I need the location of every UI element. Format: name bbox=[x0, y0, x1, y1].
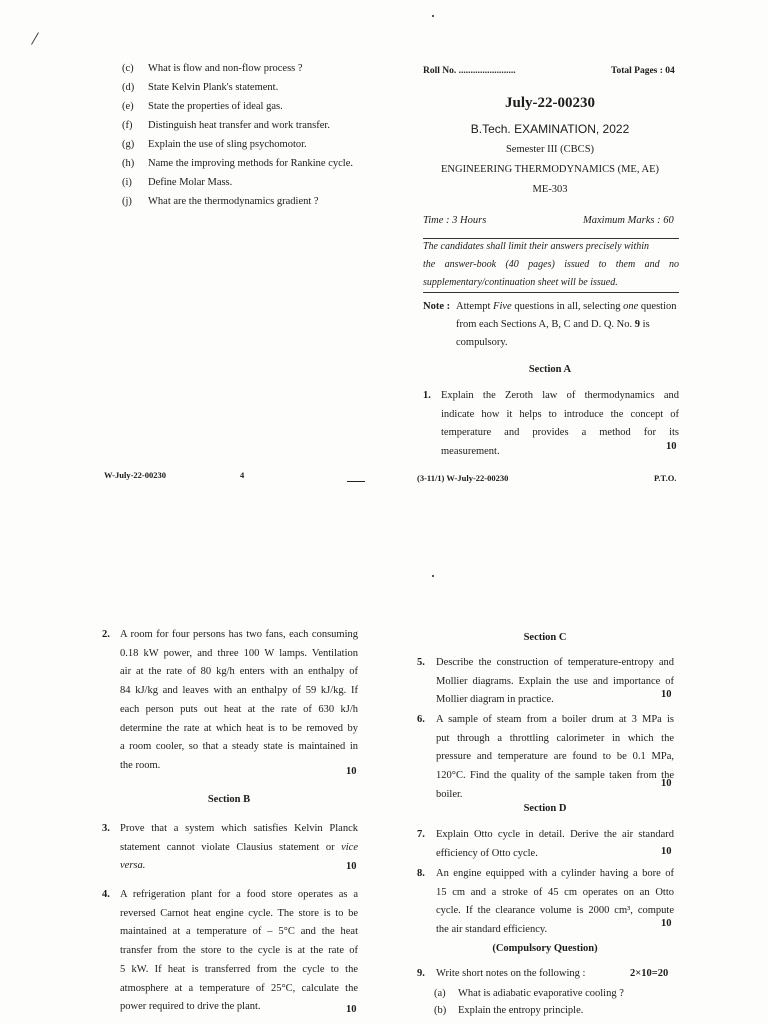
short-question-label: (j) bbox=[122, 196, 132, 207]
question-text-line: the air standard efficiency. bbox=[436, 924, 548, 936]
short-question-text: Distinguish heat transfer and work transfer. bbox=[148, 120, 330, 131]
question-2-text bbox=[120, 626, 358, 776]
question-3-text bbox=[120, 820, 358, 876]
question-1-marks: 10 bbox=[666, 441, 677, 452]
short-question-label: (f) bbox=[122, 120, 133, 131]
question-6-text bbox=[436, 711, 674, 805]
question-text-line: reversed Carnot heat engine cycle. The store is to be bbox=[120, 907, 358, 919]
question-text-line: Prove that a system which satisfies Kelvin Planck bbox=[120, 823, 358, 834]
exam-title: B.Tech. EXAMINATION, 2022 bbox=[470, 122, 630, 136]
total-pages: Total Pages : 04 bbox=[611, 66, 675, 76]
short-question-text: State Kelvin Plank's statement. bbox=[148, 82, 279, 93]
pto-label: P.T.O. bbox=[654, 473, 677, 483]
question-text-line: transfer from the store to the cycle is at the rate of bbox=[120, 945, 358, 957]
question-text-line: Describe the construction of temperature-entropy and bbox=[436, 657, 674, 668]
short-question-text: What are the thermodynamics gradient ? bbox=[148, 196, 319, 207]
short-question-item bbox=[122, 82, 278, 93]
question-text-line: versa. bbox=[120, 860, 146, 872]
paper-code: July-22-00230 bbox=[505, 95, 595, 111]
instructions-line: supplementary/continuation sheet will be issued. bbox=[423, 277, 618, 288]
note-line: Attempt Five questions in all, selecting one question bbox=[456, 301, 677, 312]
note-line: from each Sections A, B, C and D. Q. No. 9 is bbox=[456, 319, 650, 330]
question-text-line: 120°C. Find the quality of the sample taken from the bbox=[436, 770, 674, 782]
section-a-heading: Section A bbox=[528, 364, 572, 375]
question-text-line: statement cannot violate Clausius statement or vice bbox=[120, 841, 358, 853]
question-2-marks: 10 bbox=[346, 766, 357, 777]
question-8-marks: 10 bbox=[661, 918, 672, 929]
question-text-line: air at the rate of 80 kg/h enters with an enthalpy of bbox=[120, 666, 358, 678]
short-question-label: (d) bbox=[122, 82, 135, 93]
compulsory-question-heading: (Compulsory Question) bbox=[492, 943, 598, 954]
pen-mark bbox=[31, 32, 39, 45]
question-text-line: put through a throttling calorimeter in which the bbox=[436, 732, 674, 744]
short-question-text: Name the improving methods for Rankine cycle. bbox=[148, 158, 353, 169]
roll-number: Roll No. ........................ bbox=[423, 66, 516, 76]
question-9-number: 9. bbox=[417, 968, 425, 979]
question-text-line: 5 kW. If heat is transferred from the cycle to the bbox=[120, 963, 358, 975]
question-text-line: Mollier diagrams. Explain the use and importance of bbox=[436, 675, 674, 687]
semester: Semester III (CBCS) bbox=[505, 144, 595, 155]
question-8-number: 8. bbox=[417, 868, 425, 879]
short-question-item bbox=[122, 101, 283, 112]
section-c-heading: Section C bbox=[523, 632, 567, 643]
question-text-line: pressure and temperature are found to be 0.1 MPa, bbox=[436, 751, 674, 763]
question-9b-text: Explain the entropy principle. bbox=[458, 1005, 584, 1016]
question-2-number: 2. bbox=[102, 629, 110, 640]
question-7-text bbox=[436, 826, 674, 863]
question-text-line: the room. bbox=[120, 759, 161, 771]
question-text-line: Explain the Zeroth law of thermodynamics and bbox=[441, 390, 679, 401]
dash-mark bbox=[347, 481, 365, 482]
question-4-number: 4. bbox=[102, 889, 110, 900]
short-question-label: (g) bbox=[122, 139, 135, 150]
question-7-marks: 10 bbox=[661, 846, 672, 857]
question-text-line: measurement. bbox=[441, 446, 500, 458]
question-8-text bbox=[436, 865, 674, 940]
question-7-number: 7. bbox=[417, 829, 425, 840]
question-3-number: 3. bbox=[102, 823, 110, 834]
question-6-number: 6. bbox=[417, 714, 425, 725]
question-3-marks: 10 bbox=[346, 861, 357, 872]
short-question-text: Define Molar Mass. bbox=[148, 177, 233, 188]
short-question-item bbox=[122, 63, 303, 74]
question-text-line: A refrigeration plant for a food store operates as a bbox=[120, 889, 358, 900]
question-text-line: Explain Otto cycle in detail. Derive the air standard bbox=[436, 829, 674, 840]
short-question-item bbox=[122, 196, 319, 207]
short-question-text: State the properties of ideal gas. bbox=[148, 101, 283, 112]
question-5-text bbox=[436, 654, 674, 710]
question-text-line: determine the rate at which heat is to be removed by bbox=[120, 722, 358, 734]
question-text-line: cycle. If the clearance volume is 2000 cm³, compute bbox=[436, 905, 674, 917]
question-text-line: A room for four persons has two fans, each consuming bbox=[120, 629, 358, 640]
question-text-line: efficiency of Otto cycle. bbox=[436, 847, 538, 859]
question-text-line: 15 cm and a stroke of 45 cm operates on an Otto bbox=[436, 886, 674, 898]
scan-speck bbox=[432, 15, 434, 17]
short-question-item bbox=[122, 139, 307, 150]
question-9a-text: What is adiabatic evaporative cooling ? bbox=[458, 988, 624, 999]
question-text-line: 0.18 kW power, and three 100 W lamps. Ventilation bbox=[120, 647, 358, 659]
short-question-text: Explain the use of sling psychomotor. bbox=[148, 139, 307, 150]
question-text-line: power required to drive the plant. bbox=[120, 1001, 261, 1013]
scan-speck bbox=[432, 575, 434, 577]
question-4-marks: 10 bbox=[346, 1004, 357, 1015]
question-4-text bbox=[120, 886, 358, 1017]
question-9a-label: (a) bbox=[434, 988, 446, 999]
short-question-label: (e) bbox=[122, 101, 134, 112]
short-question-item bbox=[122, 177, 232, 188]
question-6-marks: 10 bbox=[661, 778, 672, 789]
question-1-number: 1. bbox=[423, 390, 431, 401]
short-question-item bbox=[122, 158, 353, 169]
question-text-line: each person puts out heat at the rate of 630 kJ/h bbox=[120, 703, 358, 715]
question-text-line: indicate how it helps to introduce the concept of bbox=[441, 408, 679, 420]
subject-title: ENGINEERING THERMODYNAMICS (ME, AE) bbox=[441, 164, 659, 175]
section-b-heading: Section B bbox=[207, 794, 251, 805]
short-question-label: (i) bbox=[122, 177, 132, 188]
question-text-line: boiler. bbox=[436, 788, 463, 800]
footer-page-number: 4 bbox=[240, 470, 245, 480]
short-question-label: (h) bbox=[122, 158, 135, 169]
question-9-marks: 2×10=20 bbox=[630, 968, 669, 979]
course-code: ME-303 bbox=[532, 184, 568, 195]
question-5-number: 5. bbox=[417, 657, 425, 668]
question-1-text bbox=[441, 387, 679, 462]
short-question-item bbox=[122, 120, 330, 131]
footer-code: (3-11/1) W-July-22-00230 bbox=[417, 473, 509, 483]
question-text-line: temperature and provides a method for its bbox=[441, 427, 679, 439]
question-text-line: 84 kJ/kg and leaves with an enthalpy of 59 kJ/kg. If bbox=[120, 685, 358, 697]
question-text-line: A sample of steam from a boiler drum at 3 MPa is bbox=[436, 714, 674, 725]
question-text-line: atmosphere at a temperature of 25°C, calculate the bbox=[120, 982, 358, 994]
section-d-heading: Section D bbox=[523, 803, 567, 814]
maximum-marks: Maximum Marks : 60 bbox=[583, 215, 674, 226]
instructions-bottom-rule bbox=[423, 292, 679, 293]
instructions-top-rule bbox=[423, 238, 679, 239]
question-5-marks: 10 bbox=[661, 689, 672, 700]
question-text-line: maintained at a temperature of – 5°C and the heat bbox=[120, 926, 358, 938]
instructions-line: the answer-book (40 pages) issued to them and no bbox=[423, 259, 679, 270]
short-question-label: (c) bbox=[122, 63, 134, 74]
note-line: compulsory. bbox=[456, 337, 508, 348]
instructions-line: The candidates shall limit their answers precisely within bbox=[423, 241, 650, 252]
question-text-line: An engine equipped with a cylinder having a bore of bbox=[436, 868, 674, 879]
note-label: Note : bbox=[423, 301, 451, 312]
time-allowed: Time : 3 Hours bbox=[423, 215, 487, 226]
question-text-line: a room cooler, so that a steady state is maintained in bbox=[120, 741, 358, 753]
footer-code: W-July-22-00230 bbox=[104, 470, 167, 480]
question-text-line: Mollier diagram in practice. bbox=[436, 694, 554, 706]
short-question-text: What is flow and non-flow process ? bbox=[148, 63, 303, 74]
question-9b-label: (b) bbox=[434, 1005, 447, 1016]
question-9-text: Write short notes on the following : bbox=[436, 968, 586, 979]
